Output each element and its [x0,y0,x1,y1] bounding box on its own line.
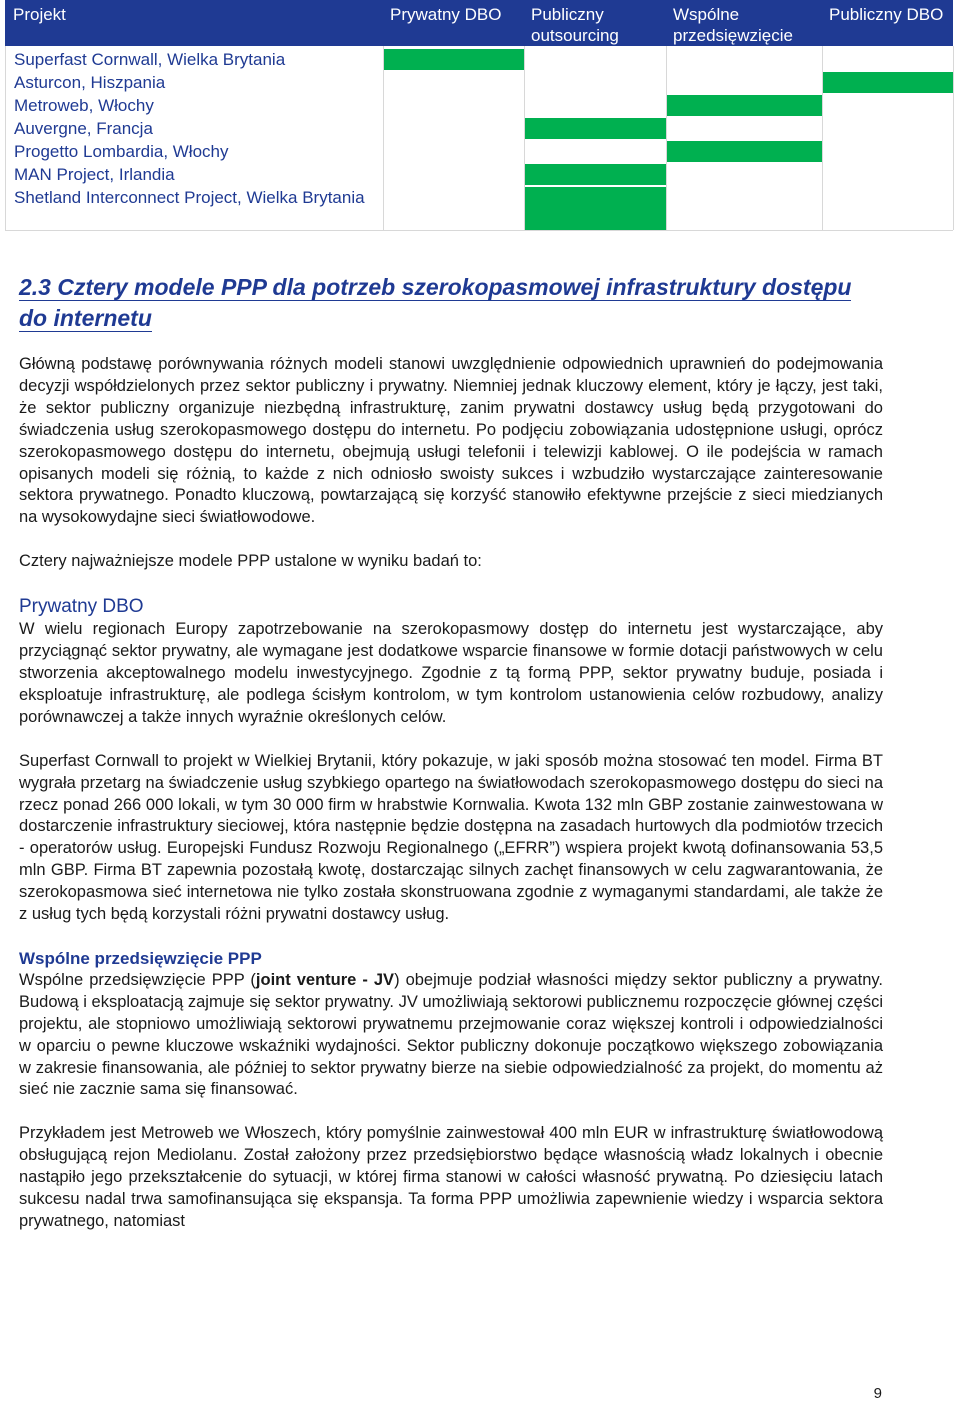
header-private-dbo: Prywatny DBO [390,5,502,24]
header-public-dbo: Publiczny DBO [829,5,944,24]
paragraph: Przykładem jest Metroweb we Włoszech, który pomyślnie zainwestował 400 mln EUR w infrastrukturę światłowodową obsługującą rejon Mediolanu. Został założony przez przedsiębiorstwo będące własnością władz lokalnych i obecnie nastąpiło jego przekształcenie do sytuacji, w której firma stanowi w całości własność prywatną. Po dziesięciu latach sukcesu nadal trwa samofinansująca się ekspansja. Ta forma PPP umożliwia zapewnienie wiedzy i wsparcia sektora prywatnego, natomiast [19,1124,883,1230]
header-project: Projekt [13,5,66,24]
ppp-projects-table [5,0,953,231]
paragraph: Główną podstawę porównywania różnych modeli stanowi uwzględnienie odpowiednich uprawnień do podejmowania decyzji współdzielonych przez sektor publiczny i prywatny. Niemniej jednak kluczowy element, który je łączy, jest taki, że sektor publiczny organizuje niezbędną infrastrukturę, zanim prywatni dostawcy usług będą przygotowani do świadczenia usług szerokopasmowego dostępu do internetu. Po podjęciu zobowiązania udostępnione usługi, oprócz szerokopasmowego dostępu do internetu, obejmują usługi telefonii i telewizji kablowej. O ile podejścia w ramach opisanych modeli się różnią, to każde z nich odniosło swoisty sukces i wzbudziło wystarczające zainteresowanie sektora prywatnego. Ponadto kluczową, powtarzającą się korzyść stanowiło efektywne przejście z sieci miedzianych na wysokowydajne sieci światłowodowe. [19,355,883,527]
project-list [6,46,383,230]
model-marker-cell [823,72,953,93]
subheading-private-dbo: Prywatny DBO [19,596,144,618]
model-marker-cell [525,118,666,139]
table-header [5,0,953,46]
paragraph-text: ) obejmuje podział własności między sektor publiczny a prywatny. Budową i eksploatacją zajmuje się sektor prywatny. JV umożliwiają sektorowi publicznemu rozpoczęcie głównej części projektu, ale stopniowo umożliwiają sektorowi prywatnemu przejmowanie coraz większej kontroli i odpowiedzialności w oparciu o pewne kluczowe wskaźniki wydajności. Sektor publiczny dokonuje początkowo większego zobowiązania w zakresie finansowania, ale później to sektor prywatny bierze na siebie odpowiedzialność za projekt, do momentu aż sieć nie zacznie sama się finansować. [19,970,883,1099]
column-divider [953,46,954,230]
paragraph: Superfast Cornwall to projekt w Wielkiej Brytanii, który pokazuje, w jaki sposób można stosować ten model. Firma BT wygrała przetarg na świadczenie usług szybkiego opartego na światłowodach szerokopasmowego dostępu do sieci na rzecz ponad 266 000 lokali, w tym 30 000 firm w hrabstwie Kornwalia. Kwota 132 mln GBP zostanie zainwestowana w dostarczenie infrastruktury sieciowej, która następnie będzie dostępna na zasadach hurtowych dla podmiotów trzecich - operatorów usług. Europejski Fundusz Rozwoju Regionalnego („EFRR”) wspiera projekt kwotą dofinansowania 53,5 mln GBP. Firma BT zapewnia pozostałą kwotę, dostarczając silnych zachęt finansowych w celu zagwarantowania, że szerokopasmowa sieć internetowa nie tylko została skonstruowana zgodnie z wymaganymi standardami, ale także że z usług tych będą korzystali różni prywatni dostawcy usług. [19,751,884,924]
subheading-joint-venture: Wspólne przedsięwzięcie PPP [19,948,262,968]
header-joint-venture: Wspólne przedsięwzięcie [673,5,793,45]
column-divider [383,46,384,230]
model-marker-cell [667,95,822,116]
section-title: 2.3 Cztery modele PPP dla potrzeb szerokopasmowej infrastruktury dostępu do internetu [19,274,852,331]
table-row-project: Superfast Cornwall, Wielka Brytania [14,50,286,69]
table-row-project: Metroweb, Włochy [14,96,154,115]
model-marker-cell [667,141,822,162]
model-marker-cell [384,49,524,70]
document-body [19,272,883,1233]
table-row-project: Shetland Interconnect Project, Wielka Brytania [14,188,365,207]
paragraph-bold-term: joint venture - JV [255,970,395,989]
column-divider [666,46,667,230]
paragraph: W wielu regionach Europy zapotrzebowanie na szerokopasmowy dostęp do internetu jest wystarczające, aby przyciągnąć sektor prywatny, ale wymagane jest dodatkowe wsparcie finansowe w formie dotacji państwowych w celu stworzenia akceptowalnego modelu inwestycyjnego. Zgodnie z tą formą PPP, sektor prywatny buduje, posiada i eksploatuje infrastrukturę, ale podlega ścisłym kontrolom, w tym kontrolom ustanowienia celów rozbudowy, analizy porównawczej a także innych wyraźnie określonych celów. [19,620,883,726]
paragraph: Cztery najważniejsze modele PPP ustalone w wyniku badań to: [19,552,482,571]
model-marker-cell [525,187,666,230]
table-row-project: MAN Project, Irlandia [14,165,175,184]
paragraph-text: Wspólne przedsięwzięcie PPP ( [19,970,256,989]
page-number: 9 [873,1385,882,1402]
table-body [5,46,953,231]
paragraph [19,970,883,1101]
table-row-project: Auvergne, Francja [14,119,153,138]
table-row-project: Progetto Lombardia, Włochy [14,142,229,161]
model-matrix [383,46,953,230]
table-row-project: Asturcon, Hiszpania [14,73,166,92]
model-marker-cell [525,164,666,185]
header-public-outsourcing: Publiczny outsourcing [531,5,619,45]
